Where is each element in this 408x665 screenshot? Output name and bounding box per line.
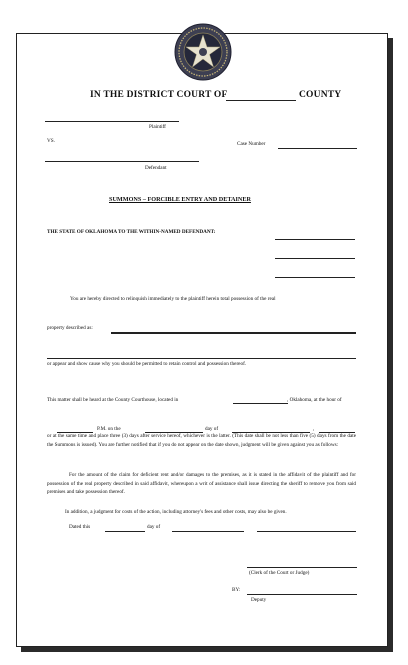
oklahoma-hour-text: , Oklahoma, at the hour of <box>287 397 342 403</box>
summons-title: SUMMONS – FORCIBLE ENTRY AND DETAINER <box>109 196 251 203</box>
dated-day-of-text: day of <box>147 524 161 530</box>
appear-text: or appear and show cause why you should be permitted to retain control and possession thereof. <box>47 361 247 367</box>
oklahoma-state-seal <box>173 22 233 82</box>
defendant-name-line-1 <box>275 239 355 240</box>
pm-on-text: P.M. on the <box>97 426 121 432</box>
defendant-line <box>45 161 199 162</box>
defendant-label: Defendant <box>145 165 167 171</box>
clerk-signature-line <box>247 567 357 568</box>
case-number-line <box>278 148 357 149</box>
property-line-2 <box>47 358 356 359</box>
summons-document <box>16 33 388 647</box>
property-line <box>111 332 356 334</box>
dated-year-line <box>257 531 356 532</box>
dated-month-line <box>172 531 244 532</box>
costs-text: In addition, a judgment for costs of the action, including attorney's fees and other costs, may also be given. <box>65 509 287 515</box>
plaintiff-label: Plaintiff <box>149 124 166 130</box>
clerk-label: (Clerk of the Court or Judge) <box>249 570 310 576</box>
heard-at-text: This matter shall be heard at the County Courthouse, located in <box>47 397 179 403</box>
by-label: BY: <box>232 587 241 593</box>
state-address-line: THE STATE OF OKLAHOMA TO THE WITHIN-NAMED DEFENDANT: <box>47 229 216 235</box>
county-blank <box>226 100 296 101</box>
deputy-signature-line <box>247 594 357 595</box>
claim-paragraph: For the amount of the claim for deficient rent and/or damages to the premises, as it is stated in the affidavit of the plaintiff and for possession of the real property described in said affidavit, whereupon a writ of assistance shall issue directing the sheriff to remove you from said premises and take possession thereof. <box>47 472 356 496</box>
defendant-name-line-3 <box>275 277 355 278</box>
dated-day-line <box>105 531 145 532</box>
court-title-right: COUNTY <box>299 90 342 100</box>
relinquish-text: You are hereby directed to relinquish immediately to the plaintiff herein total possession of the real <box>70 296 276 302</box>
day-of-text: day of <box>205 426 219 432</box>
defendant-name-line-2 <box>275 258 355 259</box>
plaintiff-line <box>45 121 179 122</box>
dated-this-text: Dated this <box>69 524 91 530</box>
court-title-left: IN THE DISTRICT COURT OF <box>90 90 228 100</box>
property-label: property described as: <box>47 325 93 331</box>
county-location-line <box>233 403 288 404</box>
deputy-label: Deputy <box>251 597 267 603</box>
time-paragraph: or at the same time and place three (3) days after service hereof, whichever is the latter. (This date shall be not less than five (5) days from the date the Summons is issued). You are further notified that if you do not appear on the date shown, judgment will be given against you as follows: <box>47 433 356 448</box>
case-number-label: Case Number <box>237 141 266 147</box>
vs-label: VS. <box>47 138 55 144</box>
comma-text: , <box>313 426 315 432</box>
